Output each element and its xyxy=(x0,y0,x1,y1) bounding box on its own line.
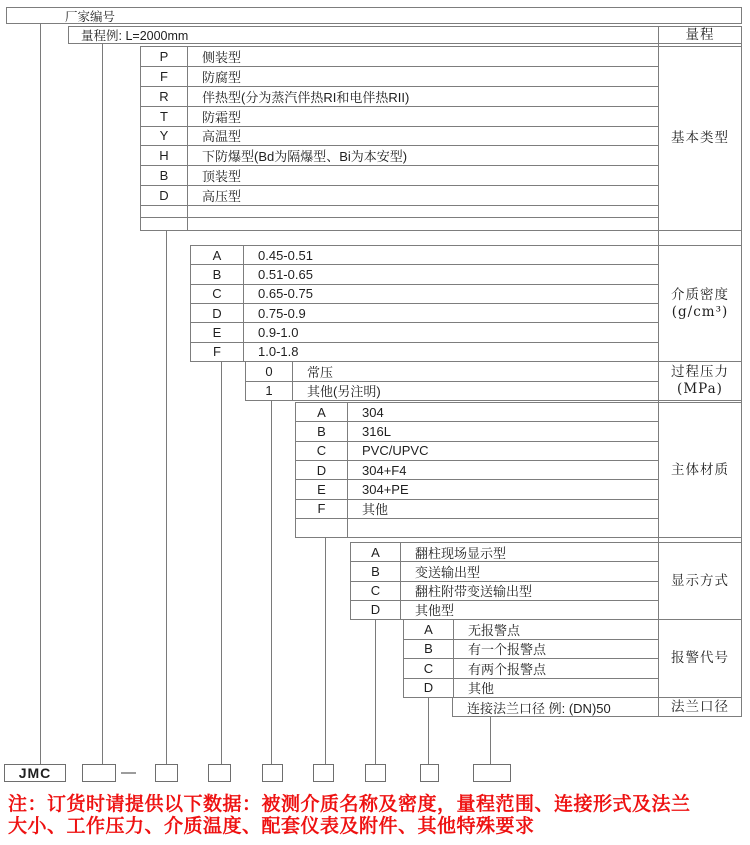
option-code: 0 xyxy=(246,362,293,381)
option-row xyxy=(246,382,658,401)
option-desc: 304 xyxy=(362,404,384,420)
option-desc: 1.0-1.8 xyxy=(258,344,299,360)
option-row xyxy=(351,543,658,562)
option-desc: 0.51-0.65 xyxy=(258,266,313,282)
option-desc: 0.75-0.9 xyxy=(258,305,306,321)
option-code: E xyxy=(191,323,244,341)
range-example-text: 量程例: L=2000mm xyxy=(81,29,189,43)
option-code: A xyxy=(296,403,348,421)
option-row xyxy=(404,659,658,679)
code-box-material xyxy=(313,764,334,782)
option-row xyxy=(141,47,658,67)
category-label-alarm: 报警代号 xyxy=(658,619,742,698)
display-mode-block xyxy=(350,542,659,620)
option-desc: 其他 xyxy=(468,681,495,697)
option-row xyxy=(296,422,658,441)
option-desc: 其他 xyxy=(362,502,389,518)
option-row xyxy=(191,285,658,304)
option-code: A xyxy=(404,620,454,639)
option-code: B xyxy=(351,562,401,580)
option-code: H xyxy=(141,146,188,165)
option-desc: 304+PE xyxy=(362,481,409,497)
category-label-basic-type: 基本类型 xyxy=(658,46,742,231)
connector-line-factory xyxy=(40,23,41,765)
option-code: B xyxy=(141,166,188,185)
basic-type-block xyxy=(140,46,659,231)
option-code: D xyxy=(296,461,348,479)
option-row xyxy=(191,323,658,342)
code-box-display xyxy=(365,764,386,782)
option-code: D xyxy=(404,679,454,698)
option-row xyxy=(404,620,658,640)
connector-line-pressure xyxy=(271,400,272,765)
option-code: A xyxy=(191,246,244,264)
option-row xyxy=(351,562,658,581)
category-label-display-mode: 显示方式 xyxy=(658,542,742,620)
option-row xyxy=(141,127,658,147)
option-desc: 高压型 xyxy=(202,189,242,205)
option-row xyxy=(191,304,658,323)
option-row xyxy=(141,186,658,206)
material-block xyxy=(295,402,659,538)
option-row xyxy=(191,246,658,265)
connector-line-flange xyxy=(490,716,491,765)
code-box-alarm xyxy=(420,764,439,782)
option-row xyxy=(296,500,658,519)
option-desc: PVC/UPVC xyxy=(362,443,429,459)
option-row xyxy=(141,107,658,127)
option-desc: 高温型 xyxy=(202,129,242,145)
code-box-range xyxy=(82,764,116,782)
option-row xyxy=(351,601,658,619)
option-desc: 侧装型 xyxy=(202,49,242,65)
empty-option-row xyxy=(296,519,658,537)
option-desc: 其他(另注明) xyxy=(307,384,381,400)
option-code: B xyxy=(296,422,348,440)
option-row xyxy=(191,265,658,284)
connector-line-density xyxy=(221,361,222,765)
option-code: F xyxy=(191,343,244,361)
option-desc: 常压 xyxy=(307,364,334,380)
option-desc: 伴热型(分为蒸汽伴热RI和电伴热RII) xyxy=(202,89,410,105)
category-label-material: 主体材质 xyxy=(658,402,742,538)
option-desc: 防腐型 xyxy=(202,69,242,85)
option-code: Y xyxy=(141,127,188,146)
option-code: R xyxy=(141,87,188,106)
range-example-row xyxy=(68,26,659,44)
option-row xyxy=(351,582,658,601)
option-row xyxy=(191,343,658,361)
option-row xyxy=(246,362,658,382)
option-code: F xyxy=(296,500,348,518)
option-code: T xyxy=(141,107,188,126)
option-row xyxy=(296,480,658,499)
alarm-code-block xyxy=(403,619,659,698)
pressure-block xyxy=(245,361,659,401)
code-box-flange xyxy=(473,764,511,782)
option-code: C xyxy=(191,285,244,303)
empty-option-row xyxy=(141,218,658,230)
code-box-basic-type xyxy=(155,764,178,782)
option-desc: 下防爆型(Bd为隔爆型、Bi为本安型) xyxy=(202,149,408,165)
option-row xyxy=(296,461,658,480)
option-code: A xyxy=(351,543,401,561)
option-row xyxy=(296,403,658,422)
factory-code-box xyxy=(6,7,742,24)
option-desc: 0.45-0.51 xyxy=(258,247,313,263)
option-code: F xyxy=(141,67,188,86)
category-label-range: 量程 xyxy=(658,26,742,44)
option-desc: 其他型 xyxy=(415,603,455,619)
option-row xyxy=(296,442,658,461)
flange-size-row xyxy=(452,697,659,717)
code-box-density xyxy=(208,764,231,782)
option-desc: 0.9-1.0 xyxy=(258,324,299,340)
option-desc: 无报警点 xyxy=(468,622,521,638)
option-code: C xyxy=(351,582,401,600)
option-row xyxy=(404,640,658,660)
option-code: B xyxy=(191,265,244,283)
order-note-line2: 大小、工作压力、介质温度、配套仪表及附件、其他特殊要求 xyxy=(8,815,535,837)
category-label-density: 介质密度 (g/cm³) xyxy=(658,245,742,362)
option-desc: 顶装型 xyxy=(202,169,242,185)
option-desc: 翻柱附带变送输出型 xyxy=(415,584,533,600)
option-code: B xyxy=(404,640,454,659)
option-desc: 0.65-0.75 xyxy=(258,286,313,302)
option-desc: 防霜型 xyxy=(202,109,242,125)
option-desc: 304+F4 xyxy=(362,462,407,478)
option-desc: 变送输出型 xyxy=(415,564,481,580)
connector-line-material xyxy=(325,537,326,765)
option-row xyxy=(141,67,658,87)
option-code: C xyxy=(296,442,348,460)
connector-line-range xyxy=(102,43,103,765)
connector-line-display xyxy=(375,619,376,765)
connector-line-basic-type xyxy=(166,230,167,765)
model-code-dash: — xyxy=(121,763,136,781)
option-code: E xyxy=(296,480,348,498)
option-code: D xyxy=(141,186,188,205)
option-row xyxy=(141,166,658,186)
option-row xyxy=(404,679,658,698)
option-code: P xyxy=(141,47,188,66)
option-code: C xyxy=(404,659,454,678)
connector-line-alarm xyxy=(428,697,429,765)
option-desc: 有两个报警点 xyxy=(468,661,547,677)
category-label-flange: 法兰口径 xyxy=(658,697,742,717)
option-desc: 翻柱现场显示型 xyxy=(415,545,507,561)
model-prefix-box: JMC xyxy=(4,764,66,782)
order-note xyxy=(8,794,748,837)
density-block xyxy=(190,245,659,362)
flange-size-text: 连接法兰口径 例: (DN)50 xyxy=(467,700,611,716)
order-note-line1: 注：订货时请提供以下数据：被测介质名称及密度，量程范围、连接形式及法兰 xyxy=(8,794,691,815)
option-row xyxy=(141,146,658,166)
code-box-pressure xyxy=(262,764,283,782)
option-code: 1 xyxy=(246,382,293,401)
category-label-pressure: 过程压力 (MPa) xyxy=(658,361,742,401)
option-code: D xyxy=(351,601,401,619)
option-desc: 有一个报警点 xyxy=(468,642,547,658)
empty-option-row xyxy=(141,206,658,218)
option-row xyxy=(141,87,658,107)
option-desc: 316L xyxy=(362,423,391,439)
option-code: D xyxy=(191,304,244,322)
factory-code-label: 厂家编号 xyxy=(65,9,116,24)
